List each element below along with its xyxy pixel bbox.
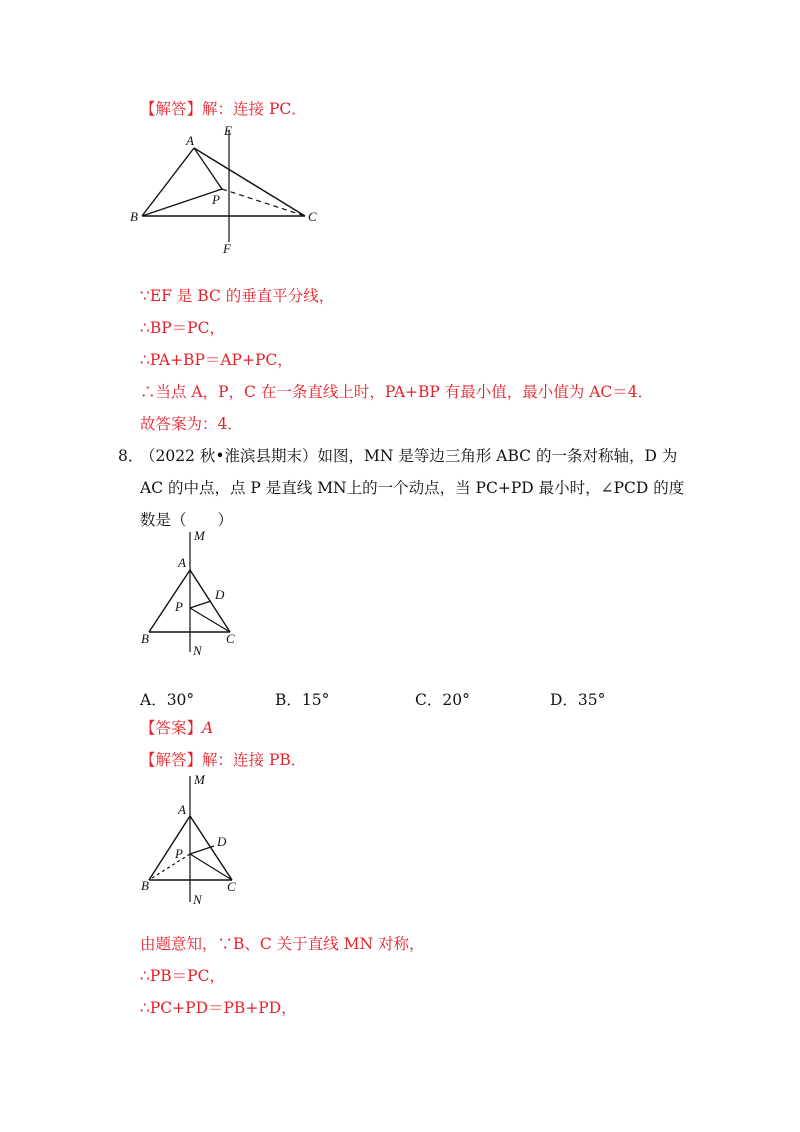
option-a: A．30° (140, 691, 195, 709)
answer-line (140, 718, 213, 738)
solution-line: 由题意知，∵B、C 关于直线 MN 对称， (140, 935, 425, 953)
label-E: E (224, 123, 232, 138)
label-D: D (217, 834, 227, 849)
option-b: B．15° (275, 691, 330, 709)
label-C: C (226, 631, 235, 646)
answer-value: A (202, 719, 214, 737)
solution-line: ∴PC+PD＝PB+PD， (140, 999, 297, 1017)
label-N: N (193, 892, 202, 907)
label-A: A (178, 802, 186, 817)
label-F: F (223, 241, 231, 256)
question-text-line1: （2022 秋•淮滨县期末）如图，MN 是等边三角形 ABC 的一条对称轴，D 为 (140, 447, 678, 465)
solution-line: ∴BP＝PC， (140, 319, 225, 337)
solution-text: 解：连接 PB． (202, 751, 307, 769)
label-M: M (194, 772, 205, 787)
label-A: A (186, 133, 194, 148)
label-M: M (194, 528, 205, 543)
label-B: B (130, 209, 138, 224)
label-B: B (141, 878, 149, 893)
label-D: D (215, 587, 225, 602)
solution-line: ∵EF 是 BC 的垂直平分线， (140, 287, 335, 305)
label-P: P (175, 599, 183, 614)
label-C: C (227, 879, 236, 894)
label-B: B (141, 631, 149, 646)
label-N: N (193, 643, 202, 658)
label-P: P (175, 846, 183, 861)
solution-text: 解：连接 PC． (202, 100, 307, 118)
answer-tag: 【答案】 (140, 719, 203, 737)
question-number: 8． (118, 447, 144, 465)
question-text-line2: AC 的中点，点 P 是直线 MN上的一个动点，当 PC+PD 最小时，∠PCD 的度 (140, 479, 685, 497)
figure-equilateral-triangle-solution (135, 770, 255, 908)
label-A: A (178, 555, 186, 570)
solution-line: ∴PA+BP＝AP+PC， (140, 351, 293, 369)
option-d: D．35° (550, 691, 606, 709)
figure-equilateral-triangle-question (135, 526, 255, 660)
option-c: C．20° (415, 691, 470, 709)
label-P: P (212, 192, 220, 207)
solution-header (140, 750, 306, 770)
solution-line: ∴当点 A，P，C 在一条直线上时，PA+BP 有最小值，最小值为 AC＝4． (140, 383, 654, 401)
figure-triangle-perpendicular-bisector (130, 120, 330, 260)
solution-tag: 【解答】 (140, 751, 203, 769)
solution-line: 故答案为：4． (140, 415, 243, 433)
question-text-line3: 数是（ ） (140, 511, 234, 529)
solution-tag: 【解答】 (140, 100, 203, 118)
solution-line: ∴PB＝PC， (140, 967, 225, 985)
solution-header (140, 99, 307, 119)
label-C: C (308, 209, 317, 224)
